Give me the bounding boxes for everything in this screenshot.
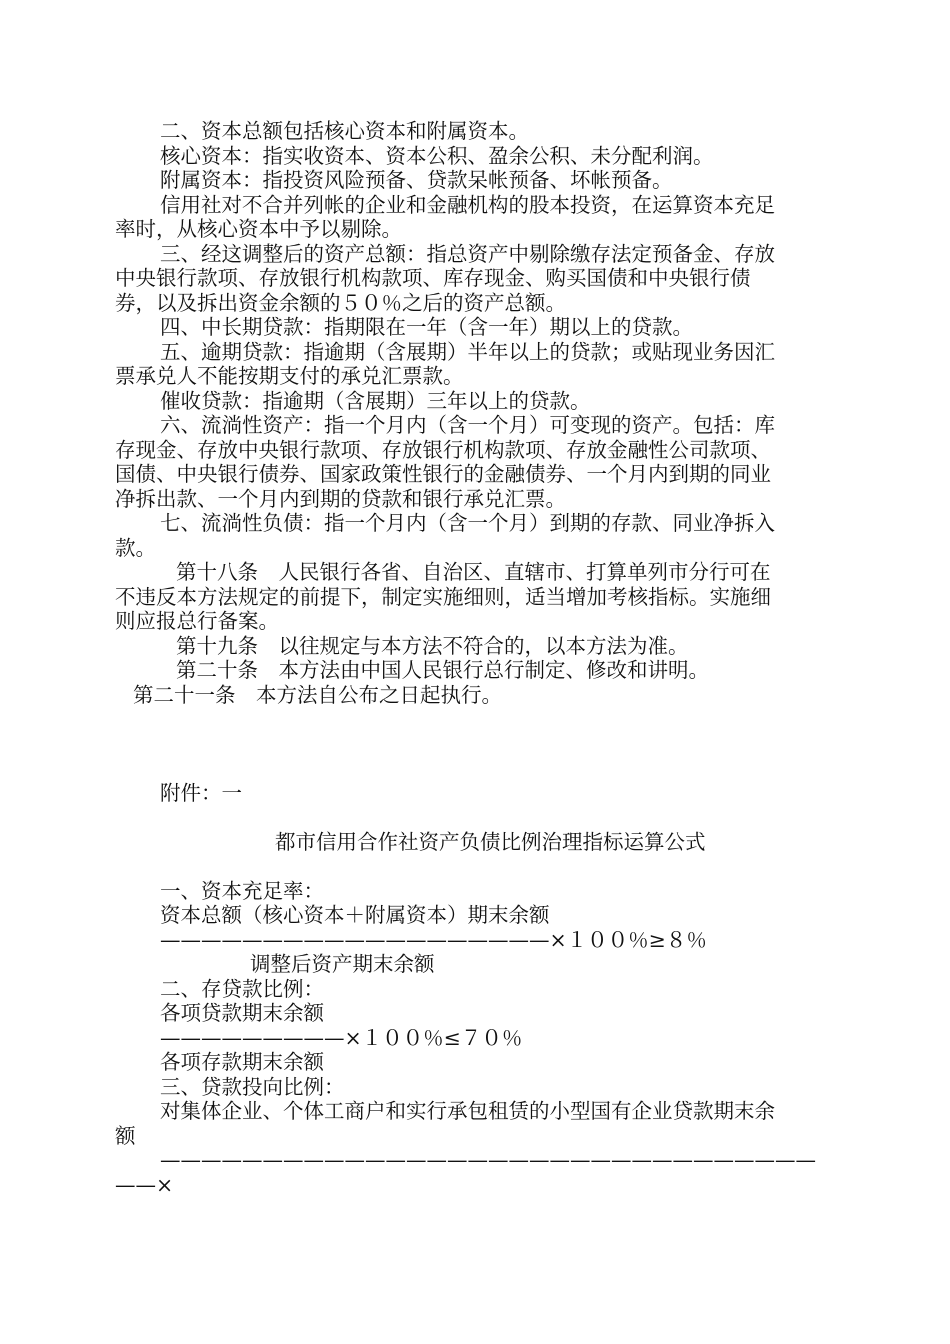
text-line: 不违反本方法规定的前提下，制定实施细则，适当增加考核指标。实施细 <box>115 585 771 609</box>
formula-line: ———————————————————×１００％≥８％ <box>160 928 707 952</box>
formula-line: 各项贷款期末余额 <box>160 1001 324 1025</box>
text-line: 信用社对不合并列帐的企业和金融机构的股本投资，在运算资本充足 <box>160 193 775 217</box>
text-line: 票承兑人不能按期支付的承兑汇票款。 <box>115 364 464 388</box>
text-line: 七、流淌性负债：指一个月内（含一个月）到期的存款、同业净拆入 <box>160 511 775 535</box>
formula-line: 二、存贷款比例： <box>160 977 324 1001</box>
text-line: 二、资本总额包括核心资本和附属资本。 <box>160 119 529 143</box>
text-line: 净拆出款、一个月内到期的贷款和银行承兑汇票。 <box>115 487 566 511</box>
formula-line: 各项存款期末余额 <box>160 1050 324 1074</box>
text-line: 存现金、存放中央银行款项、存放银行机构款项、存放金融性公司款项、 <box>115 438 771 462</box>
text-line: 核心资本：指实收资本、资本公积、盈余公积、未分配利润。 <box>160 144 714 168</box>
text-line: 五、逾期贷款：指逾期（含展期）半年以上的贷款；或贴现业务因汇 <box>160 340 775 364</box>
text-line: 四、中长期贷款：指期限在一年（含一年）期以上的贷款。 <box>160 315 693 339</box>
text-line: 券，以及拆出资金余额的５０％之后的资产总额。 <box>115 291 566 315</box>
text-line: 国债、中央银行债券、国家政策性银行的金融债券、一个月内到期的同业 <box>115 462 771 486</box>
formula-line: 调整后资产期末余额 <box>250 952 435 976</box>
text-line: 附属资本：指投资风险预备、贷款呆帐预备、坏帐预备。 <box>160 168 673 192</box>
text-line: 中央银行款项、存放银行机构款项、库存现金、购买国债和中央银行债 <box>115 266 751 290</box>
formula-line: ——× <box>115 1173 174 1197</box>
text-line: 第二十一条 本方法自公布之日起执行。 <box>133 683 502 707</box>
attachment-label: 附件：一 <box>160 781 242 805</box>
formula-line: 对集体企业、个体工商户和实行承包租赁的小型国有企业贷款期末余 <box>160 1099 775 1123</box>
formula-line: —————————×１００％≤７０％ <box>160 1026 523 1050</box>
text-line: 则应报总行备案。 <box>115 609 279 633</box>
text-line: 款。 <box>115 536 156 560</box>
formula-line: 三、贷款投向比例： <box>160 1075 345 1099</box>
attachment-title: 都市信用合作社资产负债比例治理指标运算公式 <box>275 830 706 854</box>
formula-line: 一、资本充足率： <box>160 879 324 903</box>
text-line: 三、经这调整后的资产总额：指总资产中剔除缴存法定预备金、存放 <box>160 242 775 266</box>
text-line: 催收贷款：指逾期（含展期）三年以上的贷款。 <box>160 389 591 413</box>
text-line: 第十八条 人民银行各省、自治区、直辖市、打算单列市分行可在 <box>176 560 771 584</box>
formula-line: 资本总额（核心资本＋附属资本）期末余额 <box>160 903 550 927</box>
text-line: 第十九条 以往规定与本方法不符合的，以本方法为准。 <box>176 634 689 658</box>
text-line: 第二十条 本方法由中国人民银行总行制定、修改和讲明。 <box>176 658 709 682</box>
formula-line: ———————————————————————————————— <box>160 1148 816 1172</box>
text-line: 六、流淌性资产：指一个月内（含一个月）可变现的资产。包括：库 <box>160 413 775 437</box>
formula-line: 额 <box>115 1124 136 1148</box>
text-line: 率时，从核心资本中予以剔除。 <box>115 217 402 241</box>
